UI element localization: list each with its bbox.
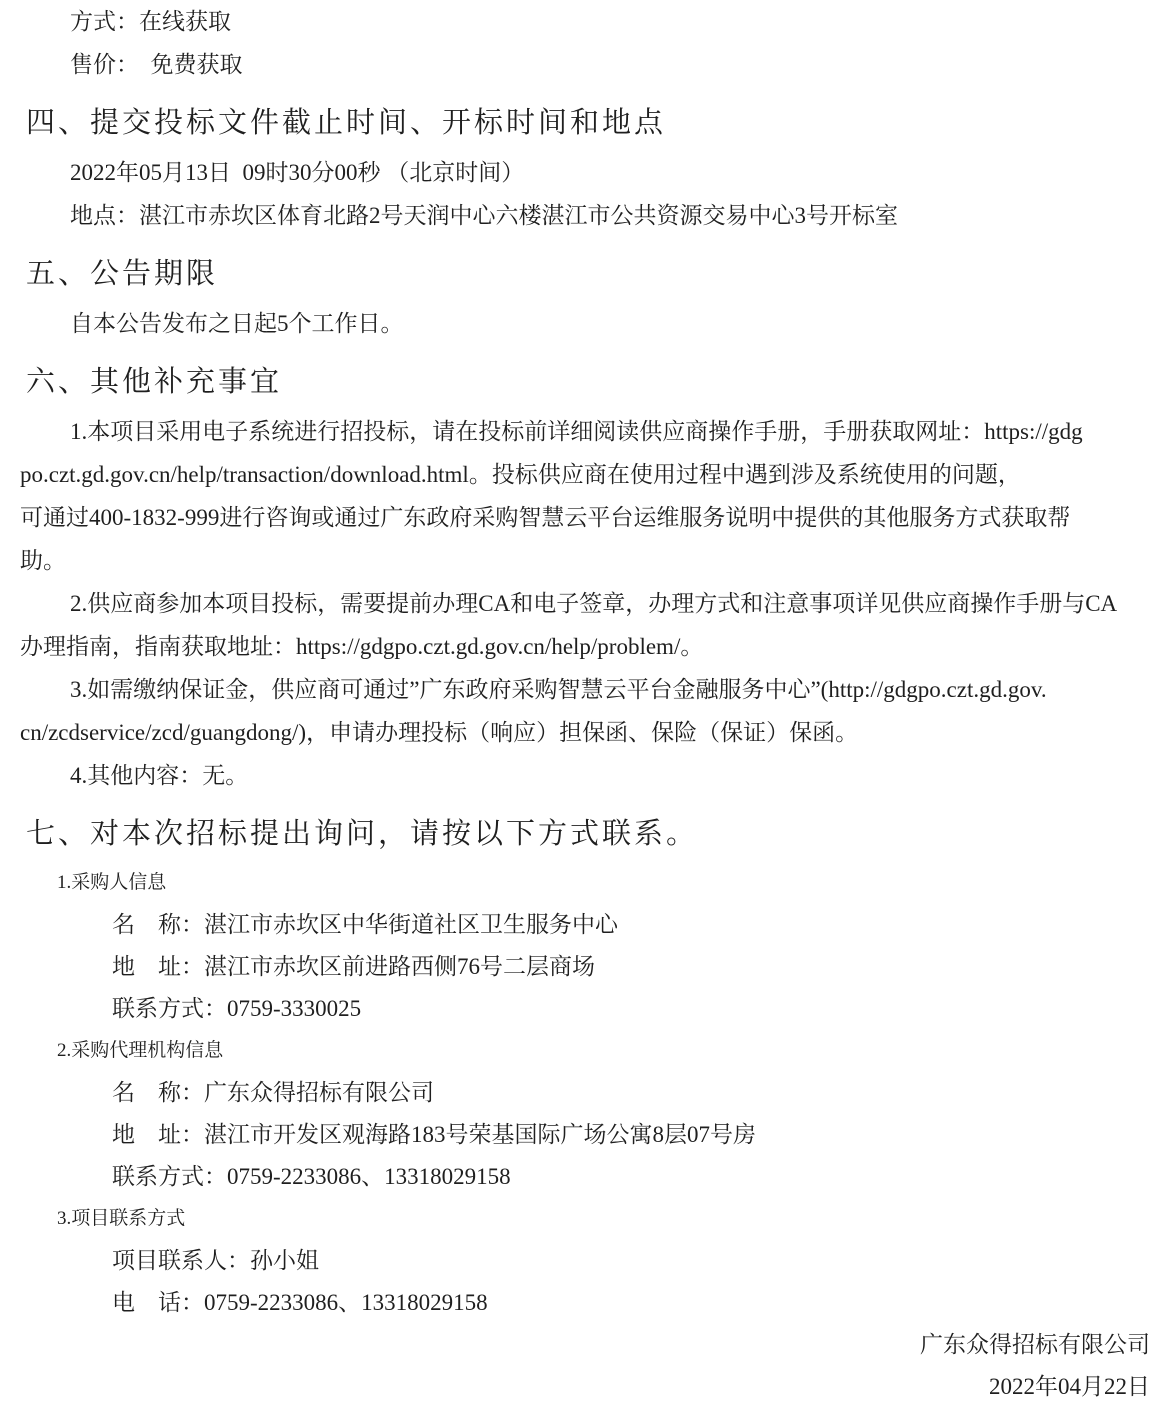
bid-location-line: 地点：湛江市赤坎区体育北路2号天润中心六楼湛江市公共资源交易中心3号开标室 — [70, 203, 898, 228]
paragraph-line: po.czt.gd.gov.cn/help/transaction/download.html。投标供应商在使用过程中遇到涉及系统使用的问题， — [20, 462, 1021, 487]
section7-heading: 七、对本次招标提出询问，请按以下方式联系。 — [26, 818, 699, 850]
paragraph-line: 办理指南，指南获取地址：https://gdgpo.czt.gd.gov.cn/help/problem/。 — [20, 634, 704, 659]
project-contact-phone-line: 电 话：0759-2233086、13318029158 — [112, 1290, 488, 1315]
paragraph-line: 1.本项目采用电子系统进行招投标，请在投标前详细阅读供应商操作手册，手册获取网址：https://gdg — [70, 419, 1083, 444]
supplement-paragraph-4 — [20, 754, 1150, 797]
paragraph-line: 助。 — [20, 548, 66, 573]
contacts-block — [20, 862, 1150, 1324]
paragraph-line: cn/zcdservice/zcd/guangdong/)，申请办理投标（响应）担保函、保险（保证）保函。 — [20, 720, 859, 745]
purchaser-contact-line: 联系方式：0759-3330025 — [112, 996, 362, 1021]
supplement-paragraph-1 — [20, 410, 1150, 582]
supplement-paragraph-2 — [20, 582, 1150, 668]
section6-heading: 六、其他补充事宜 — [26, 366, 283, 398]
announcement-period-line: 自本公告发布之日起5个工作日。 — [70, 311, 404, 336]
supplement-paragraph-3 — [20, 668, 1150, 754]
paragraph-line: 2.供应商参加本项目投标，需要提前办理CA和电子签章，办理方式和注意事项详见供应商操作手册与CA — [70, 591, 1118, 616]
acquisition-price-line: 售价： 免费获取 — [70, 52, 243, 77]
section4-heading: 四、提交投标文件截止时间、开标时间和地点 — [26, 107, 667, 139]
paragraph-line: 3.如需缴纳保证金，供应商可通过”广东政府采购智慧云平台金融服务中心”(http://gdgpo.czt.gd.gov. — [70, 677, 1047, 702]
paragraph-line: 4.其他内容：无。 — [70, 763, 249, 788]
bid-deadline-line: 2022年05月13日 09时30分00秒 （北京时间） — [70, 160, 525, 185]
purchaser-address-line: 地 址：湛江市赤坎区前进路西侧76号二层商场 — [112, 954, 595, 979]
paragraph-line: 可通过400-1832-999进行咨询或通过广东政府采购智慧云平台运维服务说明中提供的其他服务方式获取帮 — [20, 505, 1071, 530]
signature-date-line: 2022年04月22日 — [989, 1374, 1150, 1399]
project-contact-person-line: 项目联系人：孙小姐 — [112, 1248, 319, 1273]
project-contact-heading: 3.项目联系方式 — [57, 1208, 186, 1229]
agency-name-line: 名 称：广东众得招标有限公司 — [112, 1080, 434, 1105]
agency-address-line: 地 址：湛江市开发区观海路183号荣基国际广场公寓8层07号房 — [112, 1122, 756, 1147]
agency-info-heading: 2.采购代理机构信息 — [57, 1040, 224, 1061]
section5-heading: 五、公告期限 — [26, 258, 219, 290]
signature-company-line: 广东众得招标有限公司 — [920, 1332, 1150, 1357]
purchaser-info-heading: 1.采购人信息 — [57, 872, 167, 893]
purchaser-name-line: 名 称：湛江市赤坎区中华街道社区卫生服务中心 — [112, 912, 618, 937]
acquisition-method-line: 方式：在线获取 — [70, 9, 231, 34]
agency-contact-line: 联系方式：0759-2233086、13318029158 — [112, 1164, 511, 1189]
